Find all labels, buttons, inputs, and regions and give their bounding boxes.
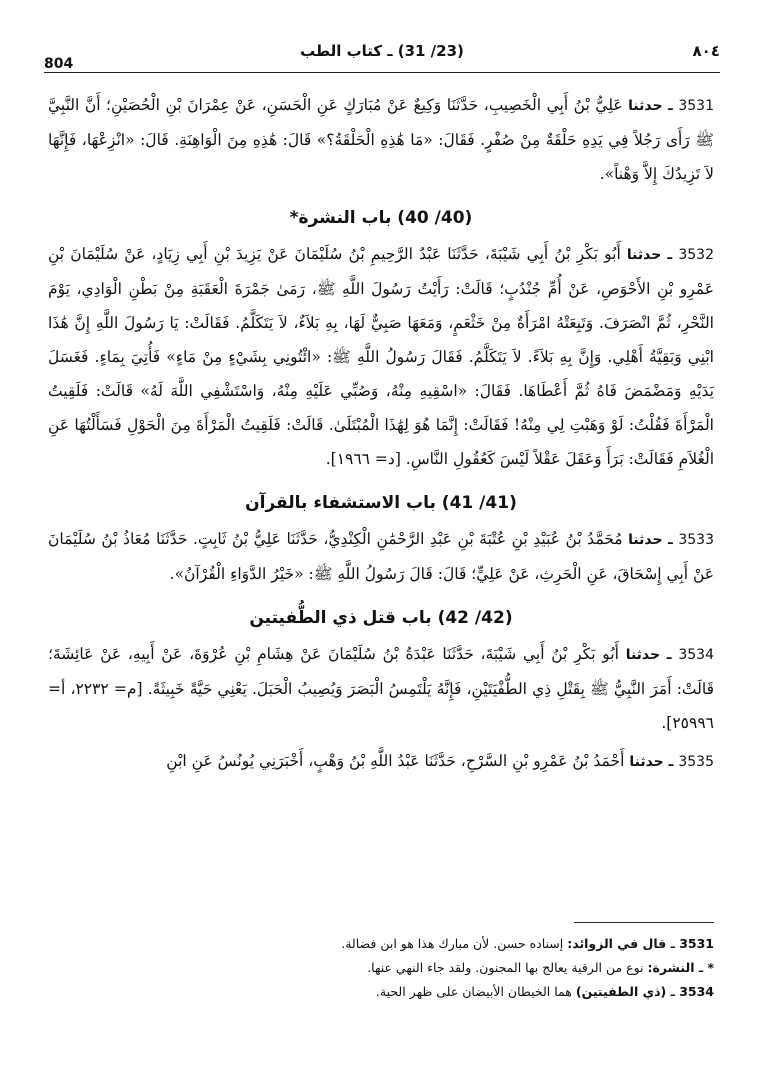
footnote [48, 980, 714, 1004]
page-number-latin: 804 [44, 56, 74, 72]
hadith-number: 3531 [678, 98, 714, 114]
chapter-heading-40: (40/ 40) باب النشرة* [289, 208, 473, 228]
footnotes [48, 932, 714, 1004]
hadith-text: مُحَمَّدُ بْنُ عُبَيْدِ بْنِ عُتْبَةَ بْنِ عَبْدِ الرَّحْمَٰنِ الْكِنْدِيُّ، حَدَّثَنَا عَلِيُّ بْنُ ثَابِتٍ. حَدَّثَنَا مُعَاذُ بْنُ سُلَيْمَانَ عَنْ أَبِي إِسْحَاقَ، عَنِ الْحَرِثِ، عَنْ عَلِيٍّ؛ قَالَ: قَالَ رَسُولُ اللَّهِ ﷺ: «خَيْرُ الدَّوَاءِ الْقُرْآنُ». [48, 530, 714, 583]
hadith-number: 3534 [678, 647, 714, 663]
hadith-3533 [48, 522, 714, 591]
footnote-label: 3531 ـ قال في الزوائد: [567, 936, 714, 951]
hadith-lead: ـ حدثنا [629, 754, 674, 770]
footnote-text: إسناده حسن. لأن مبارك هذا هو ابن فضالة. [341, 936, 564, 951]
hadith-3535 [48, 744, 714, 779]
hadith-number: 3535 [678, 754, 714, 770]
hadith-number: 3532 [678, 247, 714, 263]
running-header [44, 42, 720, 73]
footnote-text: هما الخيطان الأبيضان على ظهر الحية. [375, 984, 572, 999]
hadith-lead: ـ حدثنا [628, 532, 673, 548]
footnote-label: 3534 ـ (ذي الطفيتين) [575, 984, 714, 999]
footnote-separator [574, 922, 714, 923]
hadith-3531 [48, 88, 714, 191]
footnote-label: * ـ النشرة: [647, 960, 714, 975]
footnote [48, 932, 714, 956]
hadith-text: أَحْمَدُ بْنُ عَمْرِو بْنِ السَّرْحِ، حَدَّثَنَا عَبْدُ اللَّهِ بْنُ وَهْبٍ، أَخْبَرَنِي يُونُسُ عَنِ ابْنِ [166, 752, 625, 770]
hadith-3534 [48, 637, 714, 740]
hadith-text: عَلِيُّ بْنُ أَبِي الْخَصِيبِ، حَدَّثَنَا وَكِيعٌ عَنْ مُبَارَكٍ عَنِ الْحَسَنِ، عَنْ عِمْرَانَ بْنِ الْحُصَيْنِ؛ أَنَّ النَّبِيَّ ﷺ رَأَى رَجُلاً فِي يَدِهِ حَلْقَةٌ مِنْ صُفْرٍ. فَقَالَ: «مَا هَٰذِهِ الْحَلْقَةُ؟» قَالَ: هَٰذِهِ مِنَ الْوَاهِنَةِ. قَالَ: «انْزِعْهَا، فَإِنَّهَا لاَ تَزِيدُكَ إِلاَّ وَهْناً». [48, 96, 714, 183]
chapter-heading-41: (41/ 41) باب الاستشفاء بالقرآن [245, 493, 517, 513]
hadith-3532 [48, 237, 714, 476]
main-text [48, 88, 714, 779]
hadith-lead: ـ حدثنا [625, 647, 672, 663]
hadith-lead: ـ حدثنا [626, 247, 673, 263]
footnote [48, 956, 714, 980]
footnote-text: نوع من الرقية يعالج بها المجنون. ولقد جاء النهي عنها. [367, 960, 644, 975]
page-number-arabic: ٨٠٤ [692, 42, 720, 60]
hadith-text: أَبُو بَكْرِ بْنُ أَبِي شَيْبَةَ، حَدَّثَنَا عَبْدُ الرَّحِيمِ بْنُ سُلَيْمَانَ عَنْ يَزِيدَ بْنِ أَبِي زِيَادٍ، عَنْ سُلَيْمَانَ بْنِ عَمْرِو بْنِ الأَحْوَصِ، عَنْ أُمِّ جُنْدُبٍ؛ قَالَتْ: رَأَيْتُ رَسُولَ اللَّهِ ﷺ، رَمَىٰ جَمْرَةَ الْعَقَبَةِ مِنْ بَطْنِ الْوَادِي، يَوْمَ النَّحْرِ، ثُمَّ انْصَرَفَ. وَتَبِعَتْهُ امْرَأَةٌ مِنْ خَثْعَمٍ، وَمَعَهَا صَبِيٌّ لَهَا، بِهِ بَلاَءٌ، لاَ يَتَكَلَّمُ. فَقَالَتْ: يَا رَسُولَ اللَّهِ إِنَّ هَٰذَا ابْنِي وَبَقِيَّةُ أَهْلِي. وَإِنَّ بِهِ بَلاَءً. لاَ يَتَكَلَّمُ. فَقَالَ رَسُولُ اللَّهِ ﷺ: «ائْتُونِي بِشَيْءٍ مِنْ مَاءٍ» فَأُتِيَ بِمَاءٍ. فَغَسَلَ يَدَيْهِ وَمَضْمَضَ فَاهُ ثُمَّ أَعْطَاهَا. فَقَالَ: «اسْقِيهِ مِنْهُ، وَصُبِّي عَلَيْهِ مِنْهُ، وَاسْتَشْفِي اللَّهَ لَهُ» قَالَتْ: فَلَقِيتُ الْمَرْأَةَ فَقُلْتُ: لَوْ وَهَبْتِ لِي مِنْهُ! فَقَالَتْ: إِنَّمَا هُوَ لِهَٰذَا الْمُبْتَلَىٰ. قَالَتْ: فَلَقِيتُ الْمَرْأَةَ مِنَ الْحَوْلِ فَسَأَلْتُهَا عَنِ الْغُلاَمِ فَقَالَتْ: بَرَأَ وَعَقَلَ عَقْلاً لَيْسَ كَعُقُولِ النَّاسِ. [د= ١٩٦٦]. [48, 245, 714, 468]
hadith-lead: ـ حدثنا [628, 98, 673, 114]
chapter-heading-42: (42/ 42) باب قتل ذي الطُّفيتين [249, 608, 513, 628]
chapter-title: (23/ 31) ـ كتاب الطب [300, 42, 464, 60]
hadith-number: 3533 [678, 532, 714, 548]
hadith-text: أَبُو بَكْرِ بْنُ أَبِي شَيْبَةَ، حَدَّثَنَا عَبْدَةُ بْنُ سُلَيْمَانَ عَنْ هِشَامِ بْنِ عُرْوَةَ، عَنْ أَبِيهِ، عَنْ عَائِشَةَ؛ قَالَتْ: أَمَرَ النَّبِيُّ ﷺ بِقَتْلِ ذِي الطُّفْيَتَيْنِ، فَإِنَّهُ يَلْتَمِسُ الْبَصَرَ وَيُصِيبُ الْحَبَلَ. يَعْنِي حَيَّةً خَبِيثَةً. [م= ٢٢٣٢، أ= ٢٥٩٩٦]. [48, 645, 714, 732]
